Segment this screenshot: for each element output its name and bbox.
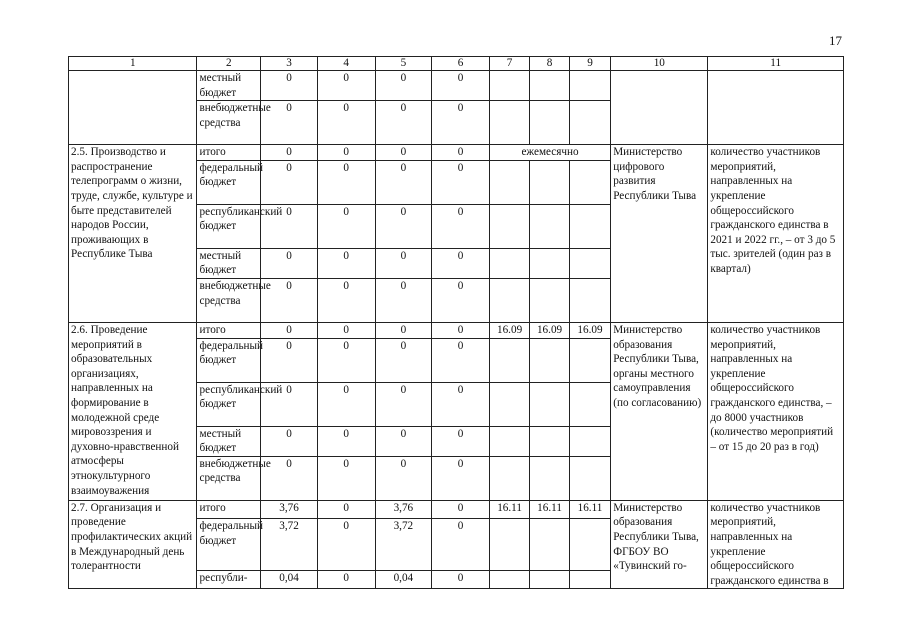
value-cell: 0 <box>317 248 375 278</box>
value-cell: 0 <box>261 145 318 161</box>
value-cell: 0 <box>317 145 375 161</box>
value-cell: 0 <box>261 278 318 322</box>
empty-cell <box>530 278 569 322</box>
value-cell: 0 <box>317 71 375 101</box>
empty-cell <box>530 338 569 382</box>
value-cell: 0,04 <box>375 570 432 588</box>
empty-cell <box>530 456 569 500</box>
empty-cell <box>489 71 529 101</box>
table-row <box>69 500 844 518</box>
value-cell: 0 <box>375 278 432 322</box>
empty-cell <box>569 519 610 571</box>
value-cell: 3,72 <box>261 519 318 571</box>
col-header: 2 <box>197 57 261 71</box>
col-header: 11 <box>708 57 844 71</box>
col-header: 8 <box>530 57 569 71</box>
value-cell: 0 <box>432 500 490 518</box>
value-cell: 0 <box>432 71 490 101</box>
value-cell: 3,72 <box>375 519 432 571</box>
empty-cell <box>530 382 569 426</box>
executor-cell: Министерство образования Республики Тыва, органы местного самоуправления (по согласованию) <box>611 322 708 500</box>
empty-cell <box>569 338 610 382</box>
col-header: 5 <box>375 57 432 71</box>
col-header: 10 <box>611 57 708 71</box>
date-cell: 16.09 <box>489 322 529 338</box>
value-cell: 0 <box>317 160 375 204</box>
empty-cell <box>569 570 610 588</box>
empty-cell <box>569 278 610 322</box>
indicator-cell: количество участников мероприятий, направленных на укрепление общероссийского гражданского единства в <box>708 500 844 589</box>
funding-source: местный бюджет <box>197 71 261 101</box>
value-cell: 0 <box>261 101 318 145</box>
table-row <box>69 71 844 101</box>
funding-source: местный бюджет <box>197 426 261 456</box>
executor-cell <box>611 71 708 145</box>
value-cell: 0 <box>261 322 318 338</box>
value-cell: 0 <box>261 248 318 278</box>
empty-cell <box>530 570 569 588</box>
value-cell: 0 <box>432 101 490 145</box>
value-cell: 0 <box>432 248 490 278</box>
empty-cell <box>530 71 569 101</box>
funding-source: итого <box>197 322 261 338</box>
empty-cell <box>489 426 529 456</box>
executor-cell: Министерство образования Республики Тыва, ФГБОУ ВО «Тувинский го- <box>611 500 708 589</box>
value-cell: 0 <box>317 382 375 426</box>
value-cell: 0 <box>432 160 490 204</box>
empty-cell <box>530 160 569 204</box>
value-cell: 0 <box>432 145 490 161</box>
value-cell: 0 <box>317 456 375 500</box>
empty-cell <box>489 456 529 500</box>
table-row <box>69 145 844 161</box>
funding-source: местный бюджет <box>197 248 261 278</box>
indicator-cell: количество участников мероприятий, направленных на укрепление общероссийского гражданского единства в 2021 и 2022 гг., – от 3 до 5 тыс. зрителей (один раз в квартал) <box>708 145 844 323</box>
date-cell: 16.11 <box>569 500 610 518</box>
value-cell: 0 <box>432 570 490 588</box>
executor-cell: Министерство цифрового развития Республики Тыва <box>611 145 708 323</box>
empty-cell <box>530 204 569 248</box>
value-cell: 0 <box>375 382 432 426</box>
funding-source: республиканский бюджет <box>197 204 261 248</box>
funding-source: федеральный бюджет <box>197 338 261 382</box>
value-cell: 0 <box>375 338 432 382</box>
value-cell: 0 <box>375 322 432 338</box>
empty-cell <box>489 278 529 322</box>
value-cell: 0 <box>432 204 490 248</box>
value-cell: 0 <box>261 382 318 426</box>
value-cell: 0 <box>317 278 375 322</box>
value-cell: 0 <box>432 382 490 426</box>
header-row <box>69 57 844 71</box>
value-cell: 0 <box>375 248 432 278</box>
empty-cell <box>489 160 529 204</box>
funding-source: итого <box>197 145 261 161</box>
value-cell: 0 <box>375 101 432 145</box>
value-cell: 0,04 <box>261 570 318 588</box>
value-cell: 0 <box>261 160 318 204</box>
indicator-cell <box>708 71 844 145</box>
empty-cell <box>489 382 529 426</box>
col-header: 9 <box>569 57 610 71</box>
date-cell: 16.09 <box>569 322 610 338</box>
value-cell: 3,76 <box>375 500 432 518</box>
value-cell: 0 <box>432 519 490 571</box>
value-cell: 0 <box>261 426 318 456</box>
value-cell: 0 <box>317 204 375 248</box>
value-cell: 0 <box>375 204 432 248</box>
value-cell: 0 <box>432 338 490 382</box>
empty-cell <box>569 71 610 101</box>
funding-source: федеральный бюджет <box>197 519 261 571</box>
value-cell: 0 <box>317 519 375 571</box>
empty-cell <box>489 338 529 382</box>
value-cell: 0 <box>432 322 490 338</box>
col-header: 1 <box>69 57 197 71</box>
activity-name: 2.5. Производство и распространение телепрограмм о жизни, труде, службе, культуре и быте представителей народов России, проживающих в Республике Тыва <box>69 145 197 323</box>
value-cell: 0 <box>317 322 375 338</box>
activity-name: 2.7. Организация и проведение профилактических акций в Международный день толерантности <box>69 500 197 589</box>
value-cell: 0 <box>375 71 432 101</box>
value-cell: 0 <box>432 278 490 322</box>
funding-source: республи- <box>197 570 261 588</box>
empty-cell <box>530 101 569 145</box>
funding-source: внебюджетные средства <box>197 278 261 322</box>
program-table <box>68 56 844 589</box>
activity-name: 2.6. Проведение мероприятий в образовательных организациях, направленных на формирование в молодежной среде мировоззрения и духовно-нравственной атмосферы этнокультурного взаимоуважения <box>69 322 197 500</box>
empty-cell <box>489 248 529 278</box>
date-cell: 16.11 <box>530 500 569 518</box>
value-cell: 0 <box>317 338 375 382</box>
funding-source: итого <box>197 500 261 518</box>
empty-cell <box>569 160 610 204</box>
empty-cell <box>489 204 529 248</box>
value-cell: 0 <box>261 338 318 382</box>
funding-source: республиканский бюджет <box>197 382 261 426</box>
col-header: 7 <box>489 57 529 71</box>
value-cell: 0 <box>317 101 375 145</box>
empty-cell <box>530 248 569 278</box>
empty-cell <box>489 570 529 588</box>
indicator-cell: количество участников мероприятий, направленных на укрепление общероссийского гражданского единства, – до 8000 участников (количество мероприятий – от 15 до 20 раз в год) <box>708 322 844 500</box>
value-cell: 0 <box>375 426 432 456</box>
value-cell: 0 <box>375 145 432 161</box>
col-header: 6 <box>432 57 490 71</box>
table-row <box>69 322 844 338</box>
value-cell: 0 <box>432 426 490 456</box>
empty-cell <box>569 204 610 248</box>
empty-cell <box>569 456 610 500</box>
col-header: 3 <box>261 57 318 71</box>
value-cell: 0 <box>261 456 318 500</box>
value-cell: 0 <box>261 71 318 101</box>
empty-cell <box>569 426 610 456</box>
value-cell: 3,76 <box>261 500 318 518</box>
period-cell: ежемесячно <box>489 145 610 161</box>
value-cell: 0 <box>317 570 375 588</box>
empty-cell <box>530 519 569 571</box>
value-cell: 0 <box>375 160 432 204</box>
activity-cell <box>69 71 197 145</box>
funding-source: внебюджетные средства <box>197 456 261 500</box>
empty-cell <box>569 382 610 426</box>
value-cell: 0 <box>375 456 432 500</box>
funding-source: внебюджетные средства <box>197 101 261 145</box>
empty-cell <box>530 426 569 456</box>
value-cell: 0 <box>317 500 375 518</box>
col-header: 4 <box>317 57 375 71</box>
empty-cell <box>569 248 610 278</box>
date-cell: 16.11 <box>489 500 529 518</box>
value-cell: 0 <box>432 456 490 500</box>
page-number: 17 <box>829 33 842 48</box>
funding-source: федеральный бюджет <box>197 160 261 204</box>
date-cell: 16.09 <box>530 322 569 338</box>
empty-cell <box>489 101 529 145</box>
empty-cell <box>489 519 529 571</box>
value-cell: 0 <box>261 204 318 248</box>
value-cell: 0 <box>317 426 375 456</box>
empty-cell <box>569 101 610 145</box>
